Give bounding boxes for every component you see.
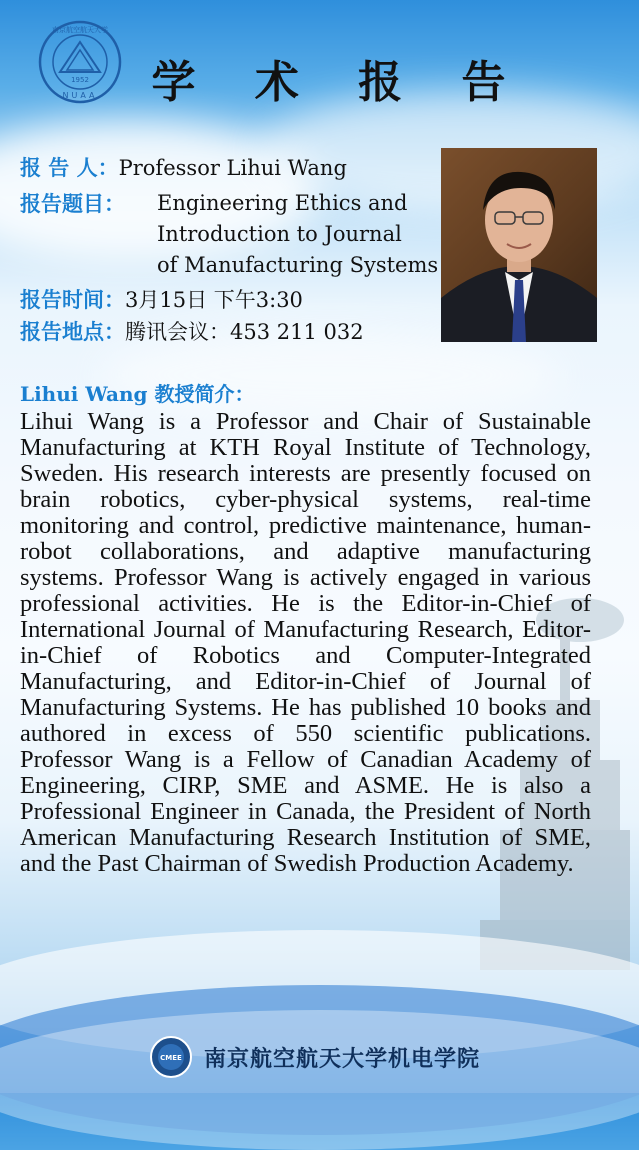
time-value: 3月15日 下午3:30 [125, 288, 303, 312]
seal-ring-text: 南京航空航天大学 [52, 26, 108, 34]
time-row [20, 284, 303, 314]
topic-lines [157, 188, 438, 281]
seal-letters: NUAA [62, 91, 98, 100]
page-title: 学 术 报 告 [151, 57, 528, 108]
topic-line: Engineering Ethics and [157, 191, 408, 215]
speaker-value: Professor Lihui Wang [118, 156, 347, 180]
topic-line: Introduction to Journal [157, 222, 402, 246]
time-label: 报告时间： [20, 288, 125, 312]
place-label: 报告地点： [20, 320, 125, 344]
place-value: 腾讯会议：453 211 032 [125, 320, 364, 344]
speaker-label: 报 告 人： [20, 156, 119, 180]
seal-year: 1952 [71, 76, 89, 84]
bio-heading: Lihui Wang 教授简介： [20, 382, 255, 406]
college-badge-icon [150, 1036, 192, 1078]
footer-college-name: 南京航空航天大学机电学院 [204, 1046, 481, 1072]
topic-label: 报告题目： [20, 192, 125, 216]
topic-line: of Manufacturing Systems [157, 253, 439, 277]
speaker-portrait [441, 148, 597, 342]
topic-row [20, 188, 125, 218]
bio-text: Lihui Wang is a Professor and Chair of Sustainable Manufacturing at KTH Royal Institute of Technology, Sweden. His research interests are presently focused on brain robotics, cyber-physical systems, real-time monitoring and control, predictive maintenance, human-robot collaborations, and adaptive manufacturing systems. Professor Wang is actively engaged in various professional activities. He is the Editor-in-Chief of International Journal of Manufacturing Research, Editor-in-Chief of Robotics and Computer-Integrated Manufacturing, and Editor-in-Chief of Journal of Manufacturing Systems. He has published 10 books and authored in excess of 550 scientific publications. Professor Wang is a Fellow of Canadian Academy of Engineering, CIRP, SME and ASME. He is also a Professional Engineer in Canada, the President of North American Manufacturing Research Institution of SME, and the Past Chairman of Swedish Production Academy. [20, 408, 591, 877]
footer [150, 1035, 480, 1079]
speaker-row [20, 152, 347, 182]
speaker-photo [441, 148, 597, 342]
place-row [20, 316, 364, 346]
bottom-wave-3 [0, 1010, 639, 1150]
badge-text: CMEE [160, 1054, 182, 1062]
